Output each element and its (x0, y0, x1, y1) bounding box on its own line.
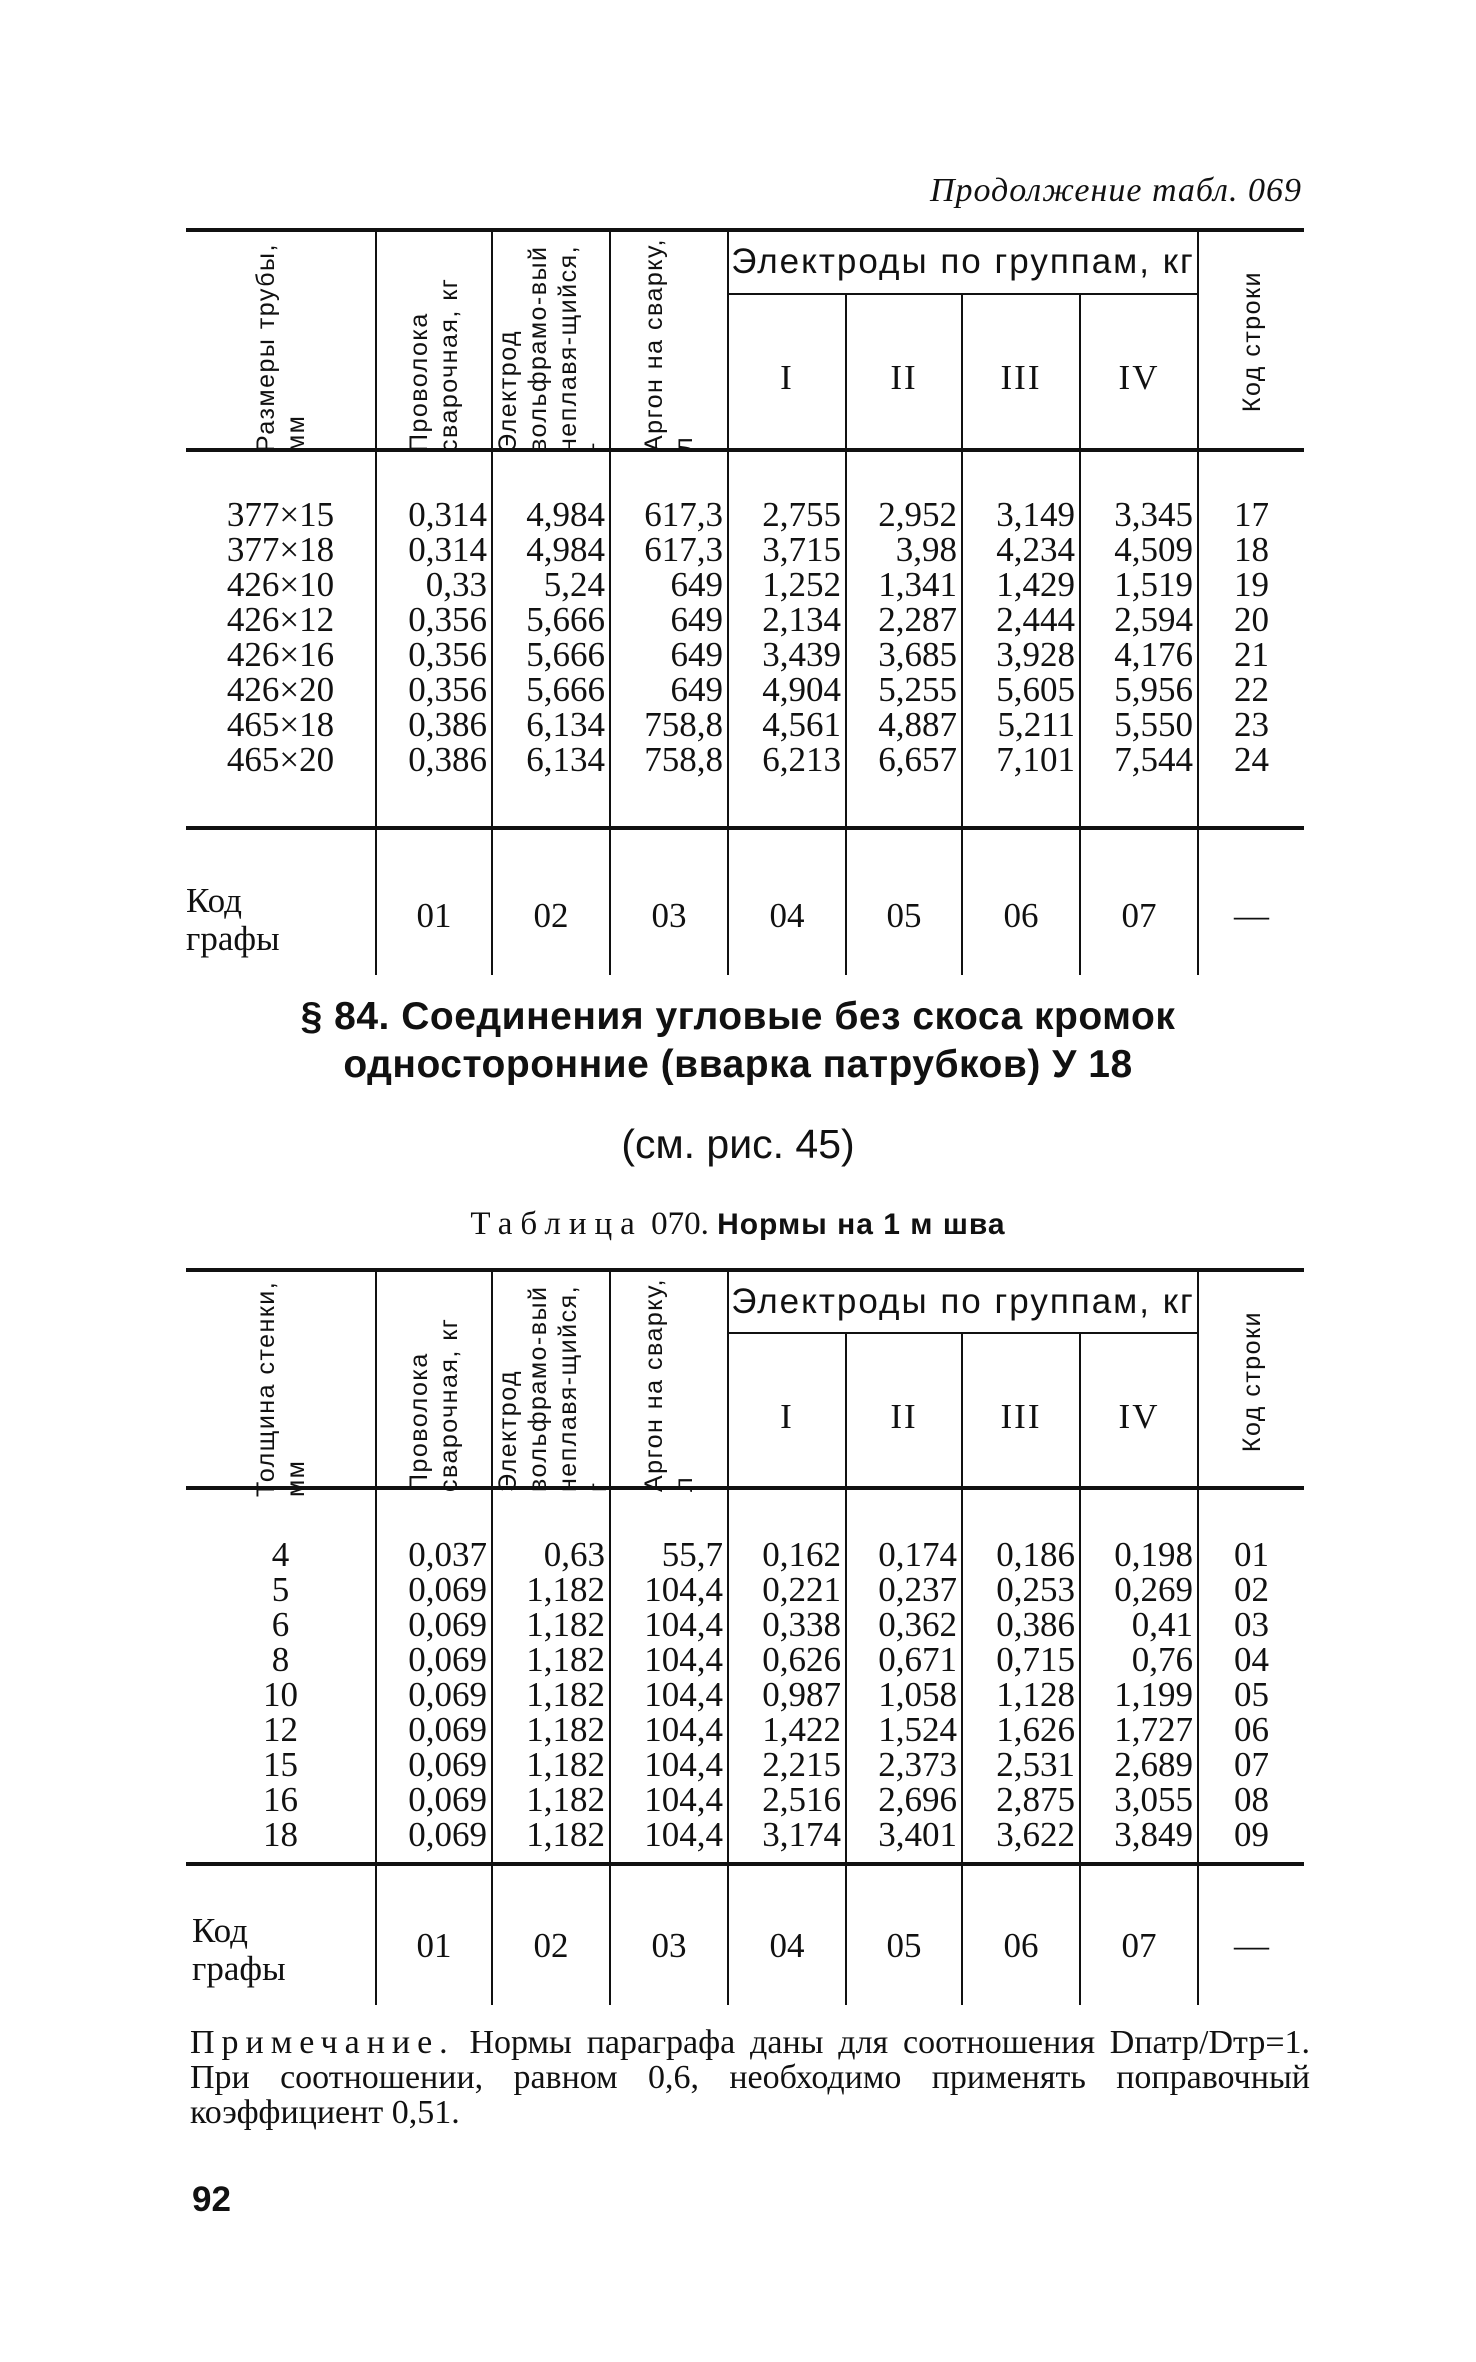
col-electrode: 4,984 4,984 5,24 5,666 5,666 5,666 6,134 6,134 (492, 461, 610, 857)
column-code: 06 (962, 857, 1080, 975)
column-code: 03 (610, 857, 728, 975)
header-group-3: III (962, 1333, 1080, 1501)
header-wire: Проволока сварочная, кг (376, 1272, 492, 1501)
column-code: 04 (728, 857, 846, 975)
table-note (190, 2025, 1310, 2130)
table-069 (186, 232, 1304, 975)
caption-title: Нормы на 1 м шва (717, 1208, 1006, 1241)
header-size: Размеры трубы, мм (251, 243, 310, 452)
col-argon: 617,3 617,3 649 649 649 649 758,8 758,8 (610, 461, 728, 857)
column-code: 02 (492, 1887, 610, 2005)
table-continuation-label: Продолжение табл. 069 (929, 172, 1302, 209)
col-group-1: 0,162 0,221 0,338 0,626 0,987 1,422 2,215 2,516 3,174 (728, 1501, 846, 1887)
header-row-code: Код строки (1198, 232, 1304, 461)
header-group-2: II (846, 1333, 962, 1501)
column-code: 05 (846, 857, 962, 975)
column-code-row (186, 1887, 1304, 2005)
column-code: 07 (1080, 857, 1198, 975)
col-group-3: 3,149 4,234 1,429 2,444 3,928 5,605 5,211 7,101 (962, 461, 1080, 857)
section-heading-line-2: односторонние (вварка патрубков) У 18 (343, 1043, 1133, 1086)
header-group-3: III (962, 294, 1080, 461)
header-electrode: Электрод вольфрамо-вый неплавя-щийся, г (492, 1272, 610, 1501)
column-code: — (1198, 857, 1304, 975)
column-code: 04 (728, 1887, 846, 2005)
col-wire: 0,037 0,069 0,069 0,069 0,069 0,069 0,069 0,069 0,069 (376, 1501, 492, 1887)
header-electrode-groups: Электроды по группам, кг (728, 232, 1198, 294)
header-wire: Проволока сварочная, кг (376, 232, 492, 461)
note-label: Примечание. (190, 2024, 455, 2061)
header-argon: Аргон на сварку, л (610, 1272, 728, 1501)
note-text: Нормы параграфа даны для соотношения Dпатр/Dтр=1. При соотношении, равном 0,6, необходимо применять поправочный коэффициент 0,51. (190, 2024, 1310, 2131)
table-body (186, 1501, 1304, 1887)
col-group-1: 2,755 3,715 1,252 2,134 3,439 4,904 4,561 6,213 (728, 461, 846, 857)
header-thickness: Толщина стенки, мм (251, 1280, 310, 1497)
header-electrode: Электрод вольфрамо-вый неплавя-щийся, г (492, 232, 610, 461)
column-code-label: Код графы (192, 1911, 286, 1988)
col-group-2: 0,174 0,237 0,362 0,671 1,058 1,524 2,373 2,696 3,401 (846, 1501, 962, 1887)
caption-number: 070. (642, 1206, 709, 1242)
column-code: 07 (1080, 1887, 1198, 2005)
col-electrode: 0,63 1,182 1,182 1,182 1,182 1,182 1,182 1,182 1,182 (492, 1501, 610, 1887)
column-code: 01 (376, 1887, 492, 2005)
col-wire: 0,314 0,314 0,33 0,356 0,356 0,356 0,386 0,386 (376, 461, 492, 857)
header-group-4: IV (1080, 1333, 1198, 1501)
header-argon: Аргон на сварку, л (610, 232, 728, 461)
table-070-caption (0, 1206, 1476, 1243)
col-group-4: 0,198 0,269 0,41 0,76 1,199 1,727 2,689 3,055 3,849 (1080, 1501, 1198, 1887)
column-code: 05 (846, 1887, 962, 2005)
page-number: 92 (192, 2180, 231, 2219)
figure-reference: (см. рис. 45) (621, 1121, 855, 1167)
header-group-2: II (846, 294, 962, 461)
header-electrode-groups: Электроды по группам, кг (728, 1272, 1198, 1333)
column-code: 02 (492, 857, 610, 975)
col-size: 377×15 377×18 426×10 426×12 426×16 426×20 465×18 465×20 (226, 495, 335, 779)
header-group-4: IV (1080, 294, 1198, 461)
column-code: 03 (610, 1887, 728, 2005)
col-row-code: 01 02 03 04 05 06 07 08 09 (1198, 1501, 1304, 1887)
col-argon: 55,7 104,4 104,4 104,4 104,4 104,4 104,4 104,4 104,4 (610, 1501, 728, 1887)
col-group-4: 3,345 4,509 1,519 2,594 4,176 5,956 5,550 7,544 (1080, 461, 1198, 857)
column-code: — (1198, 1887, 1304, 2005)
header-row-code: Код строки (1198, 1272, 1304, 1501)
col-row-code: 17 18 19 20 21 22 23 24 (1198, 461, 1304, 857)
table-body (186, 461, 1304, 857)
section-heading-line-1: § 84. Соединения угловые без скоса кромок (300, 995, 1176, 1038)
header-group-1: I (728, 1333, 846, 1501)
header-group-1: I (728, 294, 846, 461)
column-code: 01 (376, 857, 492, 975)
caption-word: Таблица (470, 1206, 643, 1242)
col-group-3: 0,186 0,253 0,386 0,715 1,128 1,626 2,531 2,875 3,622 (962, 1501, 1080, 1887)
column-code-row (186, 857, 1304, 975)
column-code-label: Код графы (186, 881, 280, 958)
table-070 (186, 1272, 1304, 2005)
column-code: 06 (962, 1887, 1080, 2005)
col-thickness: 4 5 6 8 10 12 15 16 18 (263, 1535, 298, 1854)
col-group-2: 2,952 3,98 1,341 2,287 3,685 5,255 4,887 6,657 (846, 461, 962, 857)
